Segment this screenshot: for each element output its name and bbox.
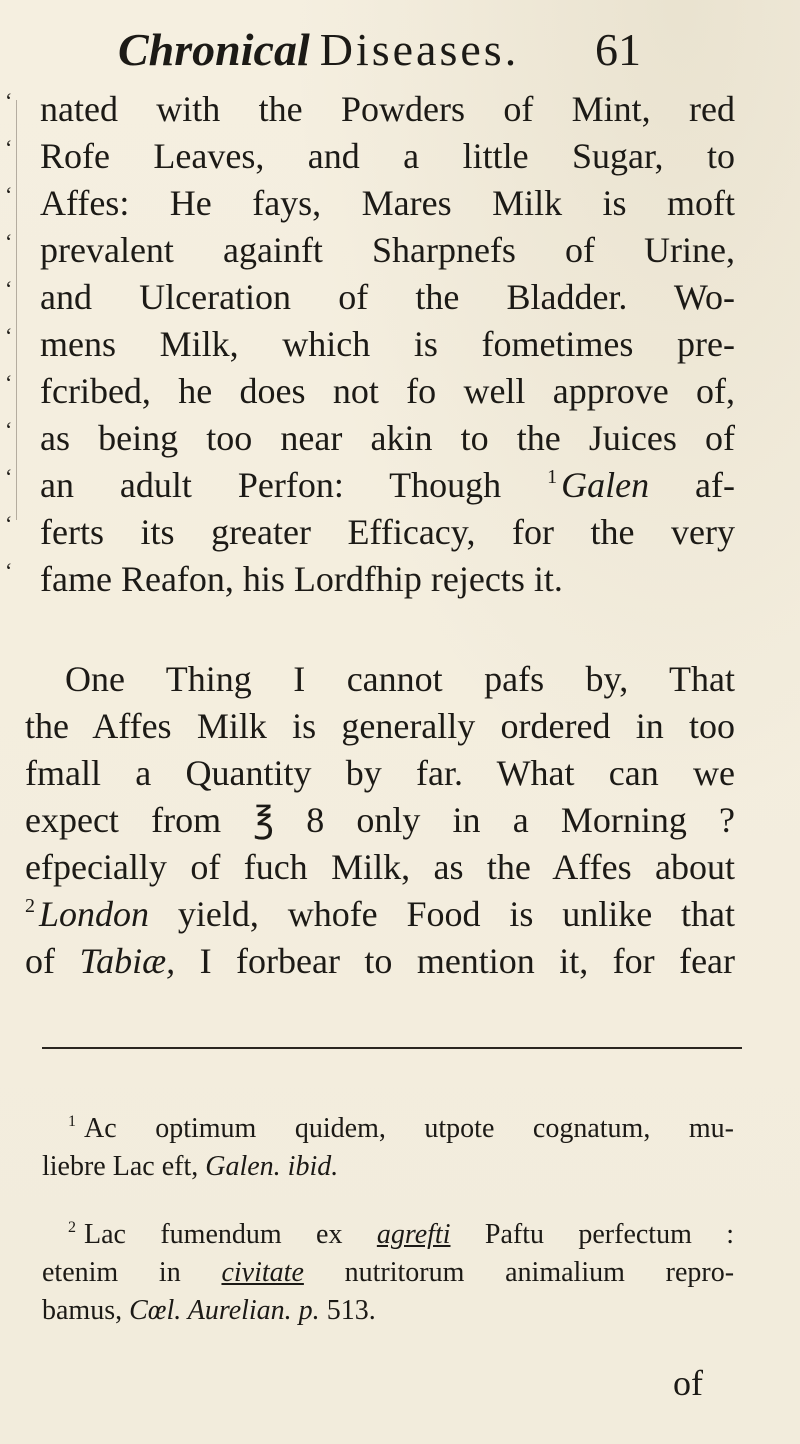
quote-mark: ‘ — [5, 135, 13, 160]
footnote-number: 2 — [68, 1219, 76, 1236]
header-italic-title: Chronical — [118, 24, 310, 75]
quote-mark: ‘ — [5, 370, 13, 395]
quote-mark: ‘ — [5, 323, 13, 348]
footnote-1-line-2: liebre Lac eft, Galen. ibid. — [42, 1151, 339, 1182]
footnote-ref-2[interactable]: 2 — [25, 895, 35, 917]
quote-mark: ‘ — [5, 558, 13, 583]
quoted-line: ‘ and Ulceration of the Bladder. Wo- — [0, 274, 800, 320]
quoted-line: ‘ Affes: He fays, Mares Milk is moft — [0, 180, 800, 226]
paragraph-line: expect from ℥ 8 only in a Morning ? — [25, 800, 735, 840]
running-header — [118, 18, 658, 82]
quoted-line: ‘ mens Milk, which is fometimes pre- — [0, 321, 800, 367]
footnote-divider — [42, 1047, 742, 1049]
quote-mark: ‘ — [5, 417, 13, 442]
footnote-1-line-1: $^1$ Ac optimum quidem, utpote cognatum, mu- — [68, 1113, 734, 1144]
quote-mark: ‘ — [5, 464, 13, 489]
header-caps-title: Diseases. — [319, 24, 520, 75]
footnote-2-line-2: etenim in civitate nutritorum animalium repro- — [42, 1257, 735, 1288]
footnote-number: 1 — [68, 1113, 76, 1130]
footnote-2-line-1: $^2$ Lac fumendum ex agrefti Paftu perfectum : — [68, 1219, 735, 1250]
quoted-line: ‘ prevalent againft Sharpnefs of Urine, — [0, 227, 800, 273]
paragraph-line: fmall a Quantity by far. What can we — [25, 753, 735, 793]
footnote-2-line-3: bamus, Cœl. Aurelian. p. 513. — [42, 1295, 376, 1326]
quote-mark: ‘ — [5, 229, 13, 254]
quoted-line: ‘ fcribed, he does not fo well approve of, — [0, 368, 800, 414]
quote-mark: ‘ — [5, 276, 13, 301]
quote-mark: ‘ — [5, 511, 13, 536]
paragraph-line: One Thing I cannot pafs by, That — [65, 659, 735, 699]
footnote-ref-1[interactable]: 1 — [547, 466, 558, 488]
paragraph-line: $^2$ London yield, whofe Food is unlike that — [25, 894, 735, 934]
quoted-line: ‘ Rofe Leaves, and a little Sugar, to — [0, 133, 800, 179]
paragraph-line: of Tabiæ, I forbear to mention it, for fear — [25, 941, 736, 981]
page-number: 61 — [595, 24, 641, 75]
catchword: of — [673, 1363, 703, 1403]
quoted-line: ‘ fame Reafon, his Lordfhip rejects it. — [0, 556, 800, 602]
quoted-line: ‘ an adult Perfon: Though $^1$ Galen af- — [0, 462, 800, 508]
quote-mark: ‘ — [5, 182, 13, 207]
quoted-line: ‘ nated with the Powders of Mint, red — [0, 86, 800, 132]
quote-mark: ‘ — [5, 88, 13, 113]
quoted-line: ‘ as being too near akin to the Juices of — [0, 415, 800, 461]
paragraph-line: efpecially of fuch Milk, as the Affes about — [25, 847, 735, 887]
quoted-line: ‘ ferts its greater Efficacy, for the very — [0, 509, 800, 555]
paragraph-line: the Affes Milk is generally ordered in too — [25, 706, 735, 746]
